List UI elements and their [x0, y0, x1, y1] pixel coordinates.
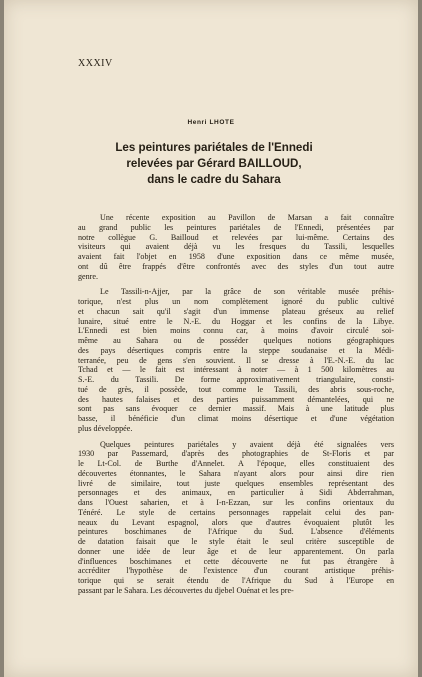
text-line: tué de grès, il possède, tout comme le Tassili, des abris sous-roche, [78, 384, 394, 394]
text-line: dans l'Ouest saharien, et à I-n-Ezzan, sur les confins orientaux du [78, 498, 394, 507]
article-body [78, 213, 394, 602]
text-line: Ténéré. Le style de certains personnages rappelait celui des pan- [78, 507, 394, 517]
text-line: Le Tassili-n-Ajjer, par la grâce de son véritable musée préhis- [100, 287, 394, 297]
text-line: passant par le Sahara. Les découvertes du djebel Ouénat et les pre- [78, 585, 294, 595]
text-line: terranée, peu de gens s'en souvient. Il se dresse à l'E.-N.-E. du lac [78, 355, 394, 365]
text-line: accréditer l'hypothèse de l'existence d'un courant artistique préhis- [78, 566, 394, 576]
text-line: visiteurs qui avaient déjà vu les fresques du Tassili, lesquelles [78, 242, 394, 252]
text-line: ont dû être frappés d'être confrontés avec des styles d'un tout autre [78, 261, 394, 271]
text-line: avaient fait l'objet en 1958 d'une exposition dans ce même musée, [78, 252, 394, 261]
paragraph [78, 440, 394, 596]
text-line: découvertes étonnantes, le Sahara n'ayant alors pour ainsi dire rien [78, 468, 394, 478]
page-folio: XXXIV [78, 58, 113, 69]
text-line: de datation faisait que le style était le seul critère susceptible de [78, 537, 394, 546]
text-line: et chacun sait qu'il s'agit d'un immense plateau gréseux au relief [78, 306, 394, 316]
text-line: genre. [78, 271, 98, 281]
text-line: d'influences boschimanes et cette découverte ne fut pas étrangère à [78, 556, 394, 566]
text-line: même au Sahara ou de posséder quelques notions géographiques [78, 336, 394, 345]
title-line: dans le cadre du Sahara [147, 173, 281, 186]
text-line: L'Ennedi est bien moins connu car, à moins d'avoir circulé soi- [78, 326, 394, 336]
text-line: des pays désertiques compris entre la steppe soudanaise et la Médi- [78, 345, 394, 355]
text-line: Tchad et — le fait est intéressant à noter — à 1 500 kilomètres au [78, 365, 394, 375]
text-line: Une récente exposition au Pavillon de Marsan a fait connaître [100, 213, 394, 222]
text-line: personnages et des animaux, en particulier à Sidi Abderrahman, [78, 488, 394, 498]
text-line: le Lt-Col. de Burthe d'Annelet. A l'époque, elles constituaient des [78, 459, 394, 468]
text-line: notre collègue G. Bailloud et relevées par lui-même. Certains des [78, 232, 394, 242]
text-line: plus développée. [78, 423, 133, 433]
paragraph [78, 213, 394, 281]
text-line: peintures boschimanes de l'Afrique du Sud. L'absence d'éléments [78, 527, 394, 537]
text-line: des hautes falaises et des parties puissamment démantelées, qui ne [78, 394, 394, 404]
text-line: livré de similaire, tout juste quelques ensembles représentant des [78, 478, 394, 488]
title-line: relevées par Gérard BAILLOUD, [126, 157, 302, 170]
text-line: donner une idée de leur âge et de leur apparentement. On parla [78, 546, 394, 556]
author-name: Henri LHOTE [187, 119, 235, 126]
text-line: basse, il bénéficie d'un climat moins désertique et d'une végétation [78, 414, 394, 423]
text-line: 1930 par Passemard, d'après des photographies de St-Floris et par [78, 449, 394, 459]
text-line: lunaire, situé entre le N.-E. du Hoggar et les confins de la Libye. [78, 316, 394, 326]
document-page [4, 0, 418, 677]
text-line: torique, n'est plus un nom complètement ignoré du public cultivé [78, 297, 394, 306]
text-line: neaux du Levant espagnol, alors que d'autres évoquaient plutôt les [78, 517, 394, 527]
paragraph [78, 287, 394, 433]
title-line: Les peintures pariétales de l'Ennedi [115, 141, 313, 154]
text-line: sont pas sans évoquer ce dernier massif. Mais à une latitude plus [78, 404, 394, 414]
text-line: au grand public les peintures pariétales de l'Ennedi, présentées par [78, 222, 394, 232]
text-line: Quelques peintures pariétales y avaient déjà été signalées vers [100, 439, 394, 449]
text-line: S.-E. du Tassili. De forme approximativement triangulaire, consti- [78, 375, 394, 384]
article-title [64, 140, 364, 188]
text-line: torique qui se serait étendu de l'Afrique du Sud à l'Europe en [78, 576, 394, 585]
